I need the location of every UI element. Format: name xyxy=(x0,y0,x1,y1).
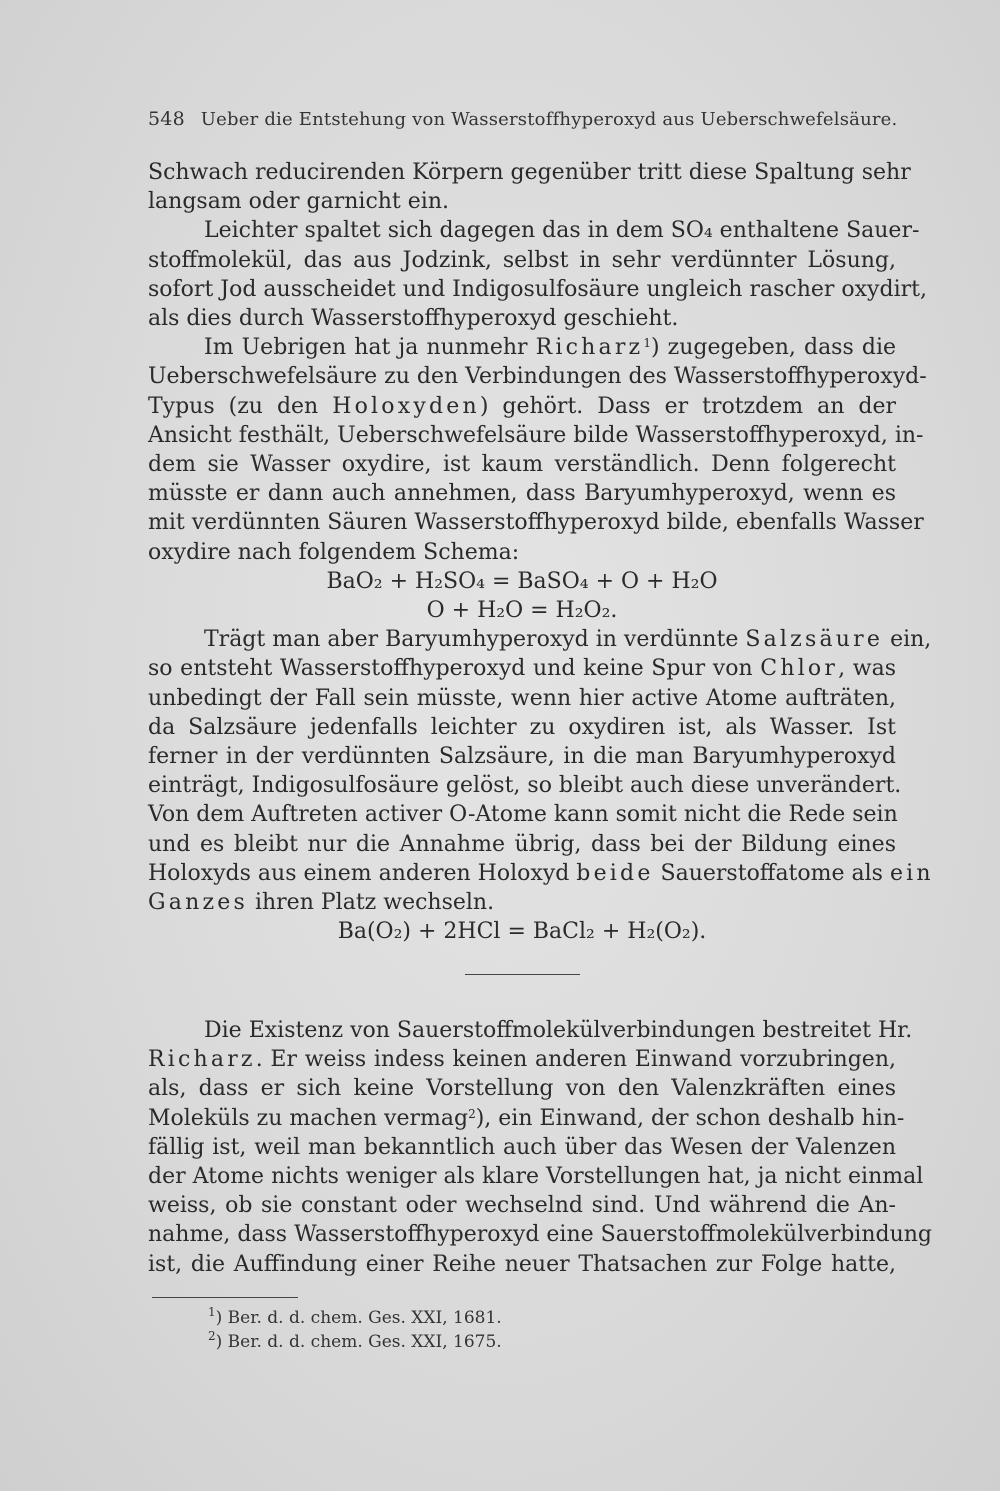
text-fragment: Im Uebrigen hat ja nunmehr xyxy=(204,335,536,361)
term-spaced: Chlor xyxy=(760,656,839,682)
text-fragment: . Er weiss indess keinen anderen Einwand vorzubringen, xyxy=(255,1047,896,1073)
text-line: da Salzsäure jedenfalls leichter zu oxydiren ist, als Wasser. Ist xyxy=(148,714,896,740)
text-fragment: , was xyxy=(838,656,896,682)
chemical-equation: Ba(O₂) + 2HCl = BaCl₂ + H₂(O₂). xyxy=(337,919,707,945)
running-header xyxy=(148,108,898,130)
text-line xyxy=(148,859,934,888)
text-line: Ueberschwefelsäure zu den Verbindungen des Wasserstoffhyperoxyd- xyxy=(148,364,927,390)
text-line xyxy=(148,625,932,654)
text-line: fällig ist, weil man bekanntlich auch über das Wesen der Valenzen xyxy=(148,1134,896,1160)
page-number: 548 xyxy=(148,108,185,130)
text-line: langsam oder garnicht ein. xyxy=(148,189,449,215)
text-fragment: ein, xyxy=(883,627,932,653)
text-line: ferner in der verdünnten Salzsäure, in die man Baryumhyperoxyd xyxy=(148,744,896,770)
paragraph-2 xyxy=(148,216,927,333)
footnote-text: ) Ber. d. d. chem. Ges. XXI, 1675. xyxy=(215,1332,502,1352)
paragraph-1 xyxy=(148,158,911,216)
text-fragment: Sauerstoffatome als xyxy=(653,860,890,886)
text-line: als dies durch Wasserstoffhyperoxyd geschieht. xyxy=(148,306,679,332)
equation-block-2 xyxy=(148,917,896,946)
text-line: einträgt, Indigosulfosäure gelöst, so bleibt auch diese unverändert. xyxy=(148,773,902,799)
main-text xyxy=(148,158,934,946)
text-line xyxy=(148,333,896,362)
text-line xyxy=(148,888,896,917)
text-line: mit verdünnten Säuren Wasserstoffhyperoxyd bilde, ebenfalls Wasser xyxy=(148,510,924,536)
text-fragment: ), ein Einwand, der schon deshalb hin- xyxy=(475,1105,905,1131)
text-line: Schwach reducirenden Körpern gegenüber tritt diese Spaltung sehr xyxy=(148,160,911,185)
text-line xyxy=(148,1045,896,1074)
text-line: nahme, dass Wasserstoffhyperoxyd eine Sauerstoffmolekülverbindung xyxy=(148,1222,932,1248)
text-line xyxy=(148,654,896,683)
footnote-mark: 2 xyxy=(208,1329,216,1343)
text-fragment: ) zugegeben, dass die xyxy=(650,335,896,361)
chemical-equation: O + H₂O = H₂O₂. xyxy=(426,598,618,624)
text-line: der Atome nichts weniger als klare Vorstellungen hat, ja nicht einmal xyxy=(148,1164,924,1190)
text-line: sofort Jod ausscheidet und Indigosulfosäure ungleich rascher oxydirt, xyxy=(148,276,927,302)
footnote-item xyxy=(208,1306,502,1330)
equation-block-1 xyxy=(148,567,896,625)
text-line xyxy=(148,1104,905,1133)
text-fragment: ihren Platz wechseln. xyxy=(247,890,495,916)
term-spaced: Salzsäure xyxy=(745,627,884,653)
text-line: Ansicht festhält, Ueberschwefelsäure bilde Wasserstoffhyperoxyd, in- xyxy=(148,422,924,448)
text-line: und es bleibt nur die Annahme übrig, dass bei der Bildung eines xyxy=(148,831,896,857)
text-line: stoffmolekül, das aus Jodzink, selbst in sehr verdünnter Lösung, xyxy=(148,247,896,273)
term-spaced: Ganzes xyxy=(148,890,248,916)
text-line: Die Existenz von Sauerstoffmolekülverbindungen bestreitet Hr. xyxy=(204,1018,913,1043)
text-line: dem sie Wasser oxydire, ist kaum verständlich. Denn folgerecht xyxy=(148,452,896,478)
text-line: Von dem Auftreten activer O-Atome kann somit nicht die Rede sein xyxy=(148,802,898,828)
text-line: müsste er dann auch annehmen, dass Baryumhyperoxyd, wenn es xyxy=(148,481,896,507)
text-fragment: Holoxyds aus einem anderen Holoxyd xyxy=(148,860,577,886)
running-title: Ueber die Entstehung von Wasserstoffhyperoxyd aus Ueberschwefelsäure. xyxy=(200,109,898,130)
text-fragment: Trägt man aber Baryumhyperoxyd in verdünnte xyxy=(204,627,746,653)
section-divider xyxy=(465,974,580,975)
paragraph-5 xyxy=(148,1016,932,1279)
term-spaced: beide xyxy=(576,860,654,886)
text-fragment: ) gehört. Dass er trotzdem an der xyxy=(479,393,896,419)
text-line: als, dass er sich keine Vorstellung von den Valenzkräften eines xyxy=(148,1076,896,1102)
text-line: oxydire nach folgendem Schema: xyxy=(148,539,520,565)
paragraph-3 xyxy=(148,333,927,567)
footnote-ref: 2 xyxy=(468,1106,476,1121)
author-name-spaced: Richarz xyxy=(148,1047,256,1073)
text-fragment: Moleküls zu machen vermag xyxy=(148,1105,469,1131)
footnote-text: ) Ber. d. d. chem. Ges. XXI, 1681. xyxy=(215,1308,502,1328)
text-line: Leichter spaltet sich dagegen das in dem SO₄ enthaltene Sauer- xyxy=(204,218,920,244)
text-fragment: Typus (zu den xyxy=(148,393,333,419)
text-fragment: so entsteht Wasserstoffhyperoxyd und keine Spur von xyxy=(148,656,761,682)
text-line: unbedingt der Fall sein müsste, wenn hier active Atome aufträten, xyxy=(148,685,896,711)
paragraph-4 xyxy=(148,625,934,917)
footnote-mark: 1 xyxy=(208,1305,216,1319)
text-line xyxy=(148,392,896,421)
text-line: weiss, ob sie constant oder wechselnd sind. Und während die An- xyxy=(148,1193,896,1219)
chemical-equation: BaO₂ + H₂SO₄ = BaSO₄ + O + H₂O xyxy=(326,568,718,594)
author-name-spaced: Richarz xyxy=(535,335,644,361)
footnote-item xyxy=(208,1330,502,1354)
term-spaced: Holoxyden xyxy=(332,393,480,419)
main-text-continued xyxy=(148,1016,932,1279)
footnotes xyxy=(208,1306,502,1354)
footnote-ref: 1 xyxy=(643,336,651,351)
term-spaced: ein xyxy=(889,860,934,886)
text-line: ist, die Auffindung einer Reihe neuer Thatsachen zur Folge hatte, xyxy=(148,1251,896,1277)
footnote-divider xyxy=(152,1297,298,1298)
